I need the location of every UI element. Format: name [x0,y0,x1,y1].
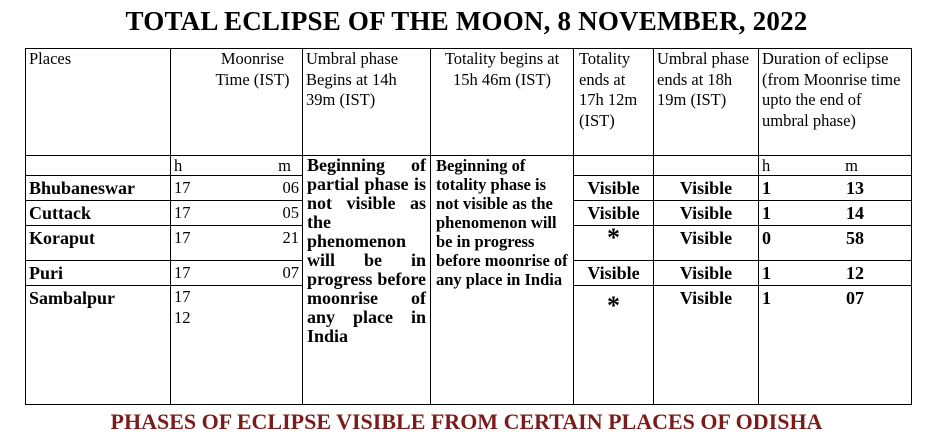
totality-ends-value: Visible [574,201,654,226]
moonrise-minute: 21 [282,228,299,247]
unit-hour: h [762,156,771,175]
moonrise-time [171,176,303,201]
umbral-ends-value: Visible [654,261,759,286]
moonrise-hour: 17 [174,203,191,222]
moonrise-minute: 07 [282,263,299,282]
partial-phase-note: Beginning of partial phase is not visible as the phenomenon will be in progress before moonrise of any place in India [303,156,431,405]
duration-minute: 13 [846,178,864,198]
header-umbral-begins: Umbral phase Begins at 14h 39m (IST) [303,49,431,156]
moonrise-hour: 17 [174,287,191,306]
moonrise-minute: 06 [282,178,299,197]
header-duration: Duration of eclipse (from Moonrise time upto the end of umbral phase) [759,49,912,156]
totality-ends-value: * [574,226,654,261]
duration-hour: 1 [762,263,771,283]
duration-minute: 07 [846,288,864,308]
umbral-ends-value: Visible [654,226,759,261]
duration-minute: 58 [846,228,864,248]
unit-minute: m [278,156,291,175]
umbral-ends-value: Visible [654,286,759,405]
header-places: Places [26,49,171,156]
totality-ends-value: Visible [574,261,654,286]
header-umbral-ends: Umbral phase ends at 18h 19m (IST) [654,49,759,156]
units-blank [26,156,171,176]
totality-phase-note: Beginning of totality phase is not visible as the phenomenon will be in progress before moonrise of any place in India [431,156,574,405]
units-row [26,156,912,176]
duration-hour: 1 [762,178,771,198]
duration-units [759,156,912,176]
unit-hour: h [174,156,183,175]
totality-ends-value: * [574,286,654,405]
units-blank-3 [654,156,759,176]
moonrise-time [171,201,303,226]
place-name: Koraput [26,226,171,261]
umbral-ends-value: Visible [654,176,759,201]
totality-ends-value: Visible [574,176,654,201]
page-title: TOTAL ECLIPSE OF THE MOON, 8 NOVEMBER, 2022 [125,6,808,36]
moonrise-time [171,226,303,261]
place-name: Cuttack [26,201,171,226]
duration-minute: 14 [846,203,864,223]
moonrise-hour: 17 [174,178,191,197]
duration-value [759,286,912,405]
duration-hour: 0 [762,228,771,248]
duration-minute: 12 [846,263,864,283]
moonrise-time [171,286,303,405]
moonrise-time [171,261,303,286]
duration-value [759,176,912,201]
duration-value [759,261,912,286]
umbral-ends-value: Visible [654,201,759,226]
place-name: Puri [26,261,171,286]
header-totality-begins: Totality begins at 15h 46m (IST) [431,49,574,156]
moonrise-hour: 17 [174,263,191,282]
place-name: Sambalpur [26,286,171,405]
duration-hour: 1 [762,203,771,223]
page-subtitle: PHASES OF ECLIPSE VISIBLE FROM CERTAIN PLACES OF ODISHA [110,409,823,434]
eclipse-table [25,48,912,405]
moonrise-units [171,156,303,176]
moonrise-minute: 12 [174,308,191,327]
unit-minute: m [845,156,858,175]
duration-value [759,226,912,261]
header-moonrise: Moonrise Time (IST) [171,49,303,156]
units-blank-2 [574,156,654,176]
duration-value [759,201,912,226]
header-row [26,49,912,156]
moonrise-hour: 17 [174,228,191,247]
moonrise-minute: 05 [282,203,299,222]
duration-hour: 1 [762,288,771,308]
header-totality-ends: Totality ends at 17h 12m (IST) [574,49,654,156]
place-name: Bhubaneswar [26,176,171,201]
